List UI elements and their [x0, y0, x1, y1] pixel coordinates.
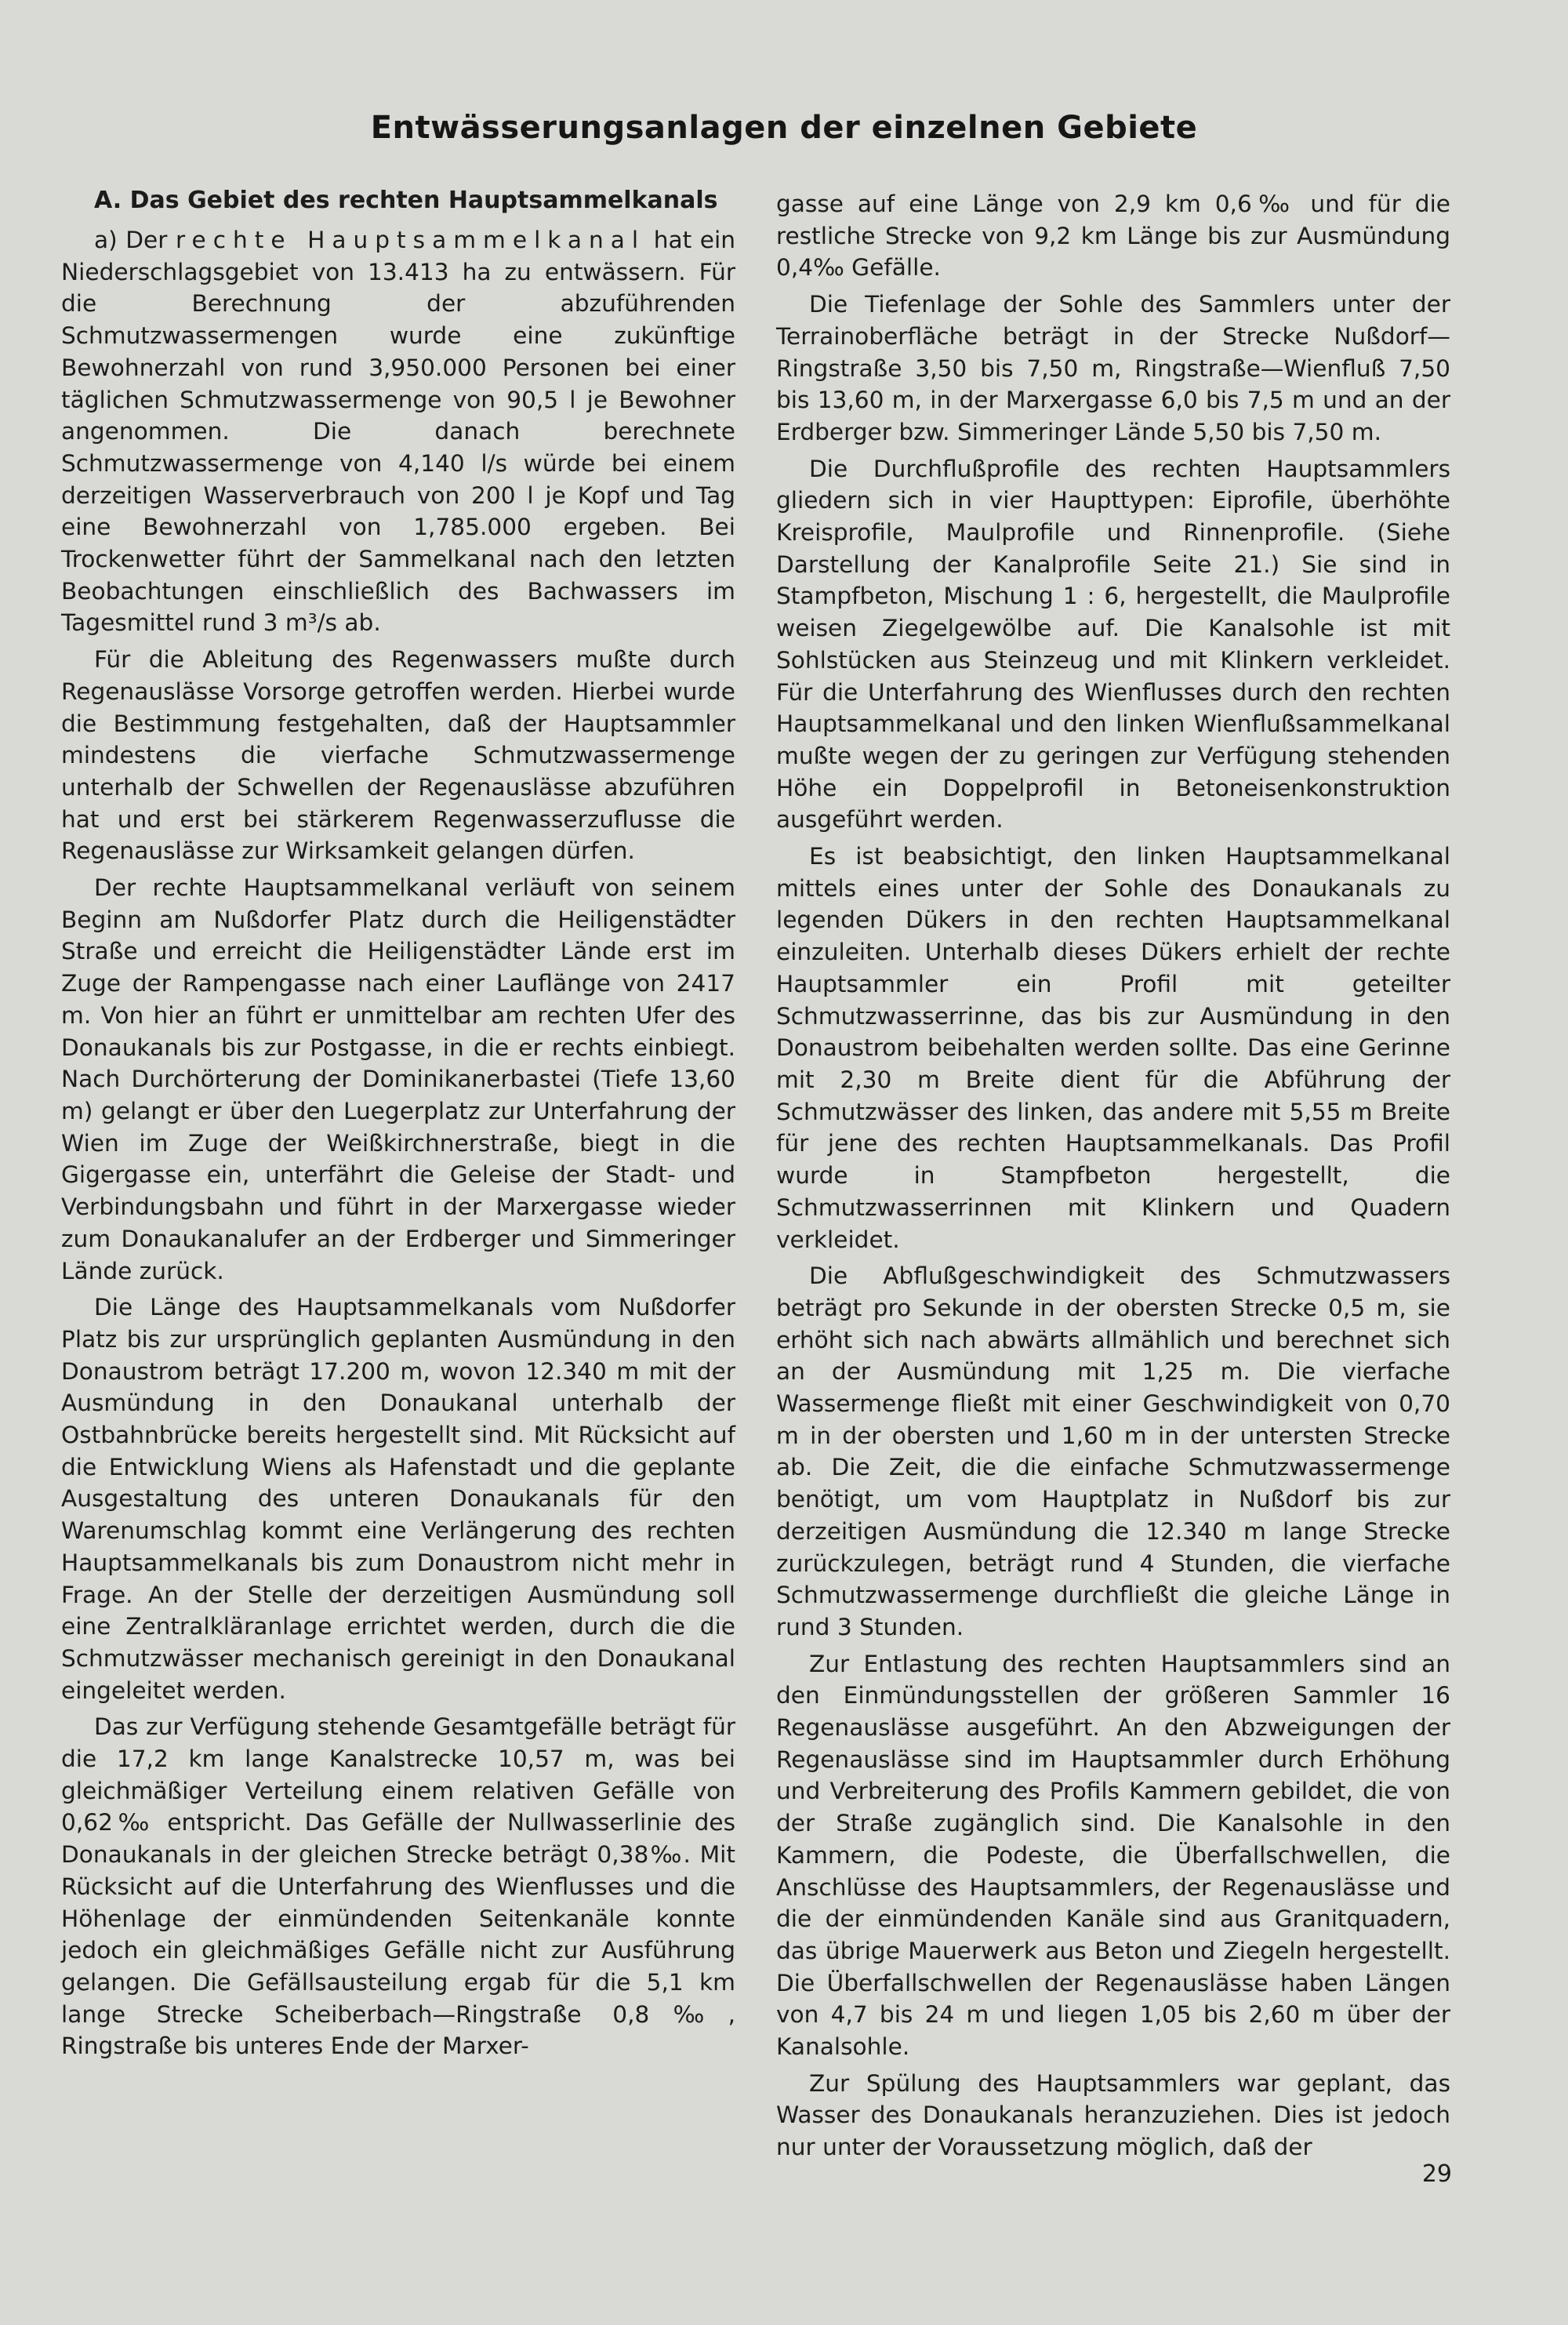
paragraph-prefix: a) Der — [94, 227, 176, 253]
page-title: Entwässerungsanlagen der einzelnen Gebiete — [370, 110, 1198, 146]
paragraph: Zur Spülung des Hauptsammlers war geplant, das Wasser des Donaukanals heranzuziehen. Dies ist jedoch nur unter der Voraussetzung möglich, daß der — [776, 2069, 1450, 2161]
paragraph: Die Durchflußprofile des rechten Hauptsammlers gliedern sich in vier Haupttypen: Eiprofile, überhöhte Kreisprofile, Maulprofile und Rinnenprofile. (Siehe Darstellung der Kanalprofile Seite 21.) Sie sind in Stampfbeton, Mischung 1 : 6, hergestellt, die Maulprofile weisen Ziegelgewölbe auf. Die Kanalsohle ist mit Sohlstücken aus Steinzeug und mit Klinkern verkleidet. Für die Unterfahrung des Wienflusses durch den rechten Hauptsammelkanal und den linken Wienflußsammelkanal mußte wegen der zu geringen zur Verfügung stehenden Höhe ein Doppelprofil in Betoneisenkonstruktion ausgeführt werden. — [776, 455, 1450, 834]
paragraph: gasse auf eine Länge von 2,9 km 0,6‰ und für die restliche Strecke von 9,2 km Länge bis zur Ausmündung 0,4‰ Gefälle. — [776, 191, 1450, 282]
right-column — [776, 188, 1450, 2163]
paragraph — [61, 224, 735, 639]
paragraph: Der rechte Hauptsammelkanal verläuft von seinem Beginn am Nußdorfer Platz durch die Heiligenstädter Straße und erreicht die Heiligenstädter Lände erst im Zuge der Rampengasse nach einer Lauflänge von 2417 m. Von hier an führt er unmittelbar am rechten Ufer des Donaukanals bis zur Postgasse, in die er rechts einbiegt. Nach Durchörterung der Dominikanerbastei (Tiefe 13,60 m) gelangt er über den Luegerplatz zur Unterfahrung der Wien im Zuge der Weißkirchnerstraße, biegt in die Gigergasse ein, unterfährt die Geleise der Stadt- und Verbindungsbahn und führt in der Marxergasse wieder zum Donaukanalufer an der Erdberger und Simmeringer Lände zurück. — [61, 874, 735, 1284]
section-heading: A. Das Gebiet des rechten Hauptsammelkanals — [94, 187, 718, 214]
paragraph: Die Tiefenlage der Sohle des Sammlers unter der Terrainoberfläche beträgt in der Strecke Nußdorf—Ringstraße 3,50 bis 7,50 m, Ringstraße—Wienfluß 7,50 bis 13,60 m, in der Marxergasse 6,0 bis 7,5 m und an der Erdberger bzw. Simmeringer Lände 5,50 bis 7,50 m. — [776, 291, 1450, 445]
paragraph: Das zur Verfügung stehende Gesamtgefälle beträgt für die 17,2 km lange Kanalstrecke 10,57 m, was bei gleichmäßiger Verteilung einem relativen Gefälle von 0,62‰ entspricht. Das Gefälle der Nullwasserlinie des Donaukanals in der gleichen Strecke beträgt 0,38‰. Mit Rücksicht auf die Unterfahrung des Wienflusses und die Höhenlage der einmündenden Seitenkanäle konnte jedoch ein gleichmäßiges Gefälle nicht zur Ausführung gelangen. Die Gefällsausteilung ergab für die 5,1 km lange Strecke Scheiberbach—Ringstraße 0,8‰, Ringstraße bis unteres Ende der Marxer- — [61, 1713, 735, 2060]
paragraph: Es ist beabsichtigt, den linken Hauptsammelkanal mittels eines unter der Sohle des Donaukanals zu legenden Dükers in den rechten Hauptsammelkanal einzuleiten. Unterhalb dieses Dükers erhielt der rechte Hauptsammler ein Profil mit geteilter Schmutzwasserrinne, das bis zur Ausmündung in den Donaustrom beibehalten werden sollte. Das eine Gerinne mit 2,30 m Breite dient für die Abführung der Schmutzwässer des linken, das andere mit 5,55 m Breite für jene des rechten Hauptsammelkanals. Das Profil wurde in Stampfbeton hergestellt, die Schmutzwasserrinnen mit Klinkern und Quadern verkleidet. — [776, 843, 1450, 1253]
left-column — [61, 185, 735, 2062]
emphasized-term: rechte Hauptsammelkanal — [175, 227, 646, 253]
paragraph: Die Abflußgeschwindigkeit des Schmutzwassers beträgt pro Sekunde in der obersten Strecke 0,5 m, sie erhöht sich nach abwärts allmählich und berechnet sich an der Ausmündung mit 1,25 m. Die vierfache Wassermenge fließt mit einer Geschwindigkeit von 0,70 m in der obersten und 1,60 m in der untersten Strecke ab. Die Zeit, die die einfache Schmutzwassermenge benötigt, um vom Hauptplatz in Nußdorf bis zur derzeitigen Ausmündung die 12.340 m lange Strecke zurückzulegen, beträgt rund 4 Stunden, die vierfache Schmutzwassermenge durchfließt die gleiche Länge in rund 3 Stunden. — [776, 1262, 1450, 1640]
paragraph: Zur Entlastung des rechten Hauptsammlers sind an den Einmündungsstellen der größeren Sammler 16 Regenauslässe ausgeführt. An den Abzweigungen der Regenauslässe sind im Hauptsammler durch Erhöhung und Verbreiterung des Profils Kammern gebildet, die von der Straße zugänglich sind. Die Kanalsohle in den Kammern, die Podeste, die Überfallschwellen, die Anschlüsse des Hauptsammlers, der Regenauslässe und die der einmündenden Kanäle sind aus Granitquadern, das übrige Mauerwerk aus Beton und Ziegeln hergestellt. Die Überfallschwellen der Regenauslässe haben Längen von 4,7 bis 24 m und liegen 1,05 bis 2,60 m über der Kanalsohle. — [776, 1650, 1450, 2061]
paragraph: Die Länge des Hauptsammelkanals vom Nußdorfer Platz bis zur ursprünglich geplanten Ausmündung in den Donaustrom beträgt 17.200 m, wovon 12.340 m mit der Ausmündung in den Donaukanal unterhalb der Ostbahnbrücke bereits hergestellt sind. Mit Rücksicht auf die Entwicklung Wiens als Hafenstadt und die geplante Ausgestaltung des unteren Donaukanals für den Warenumschlag kommt eine Verlängerung des rechten Hauptsammelkanals bis zum Donaustrom nicht mehr in Frage. An der Stelle der derzeitigen Ausmündung soll eine Zentralkläranlage errichtet werden, durch die die Schmutzwässer mechanisch gereinigt in den Donaukanal eingeleitet werden. — [61, 1294, 735, 1704]
page-number: 29 — [1421, 2160, 1452, 2188]
paragraph-text: hat ein Niederschlagsgebiet von 13.413 ha zu entwässern. Für die Berechnung der abzuführenden Schmutzwassermengen wurde eine zukünftige Bewohnerzahl von rund 3,950.000 Personen bei einer täglichen Schmutzwassermenge von 90,5 l je Bewohner angenommen. Die danach berechnete Schmutzwassermenge von 4,140 l/s würde bei einem derzeitigen Wasserverbrauch von 200 l je Kopf und Tag eine Bewohnerzahl von 1,785.000 ergeben. Bei Trockenwetter führt der Sammelkanal nach den letzten Beobachtungen einschließlich des Bachwassers im Tagesmittel rund 3 m³/s ab. — [61, 227, 735, 637]
paragraph: Für die Ableitung des Regenwassers mußte durch Regenauslässe Vorsorge getroffen werden. Hierbei wurde die Bestimmung festgehalten, daß der Hauptsammler mindestens die vierfache Schmutzwassermenge unterhalb der Schwellen der Regenauslässe abzuführen hat und erst bei stärkerem Regenwasserzuflusse die Regenauslässe zur Wirksamkeit gelangen dürfen. — [61, 646, 735, 865]
